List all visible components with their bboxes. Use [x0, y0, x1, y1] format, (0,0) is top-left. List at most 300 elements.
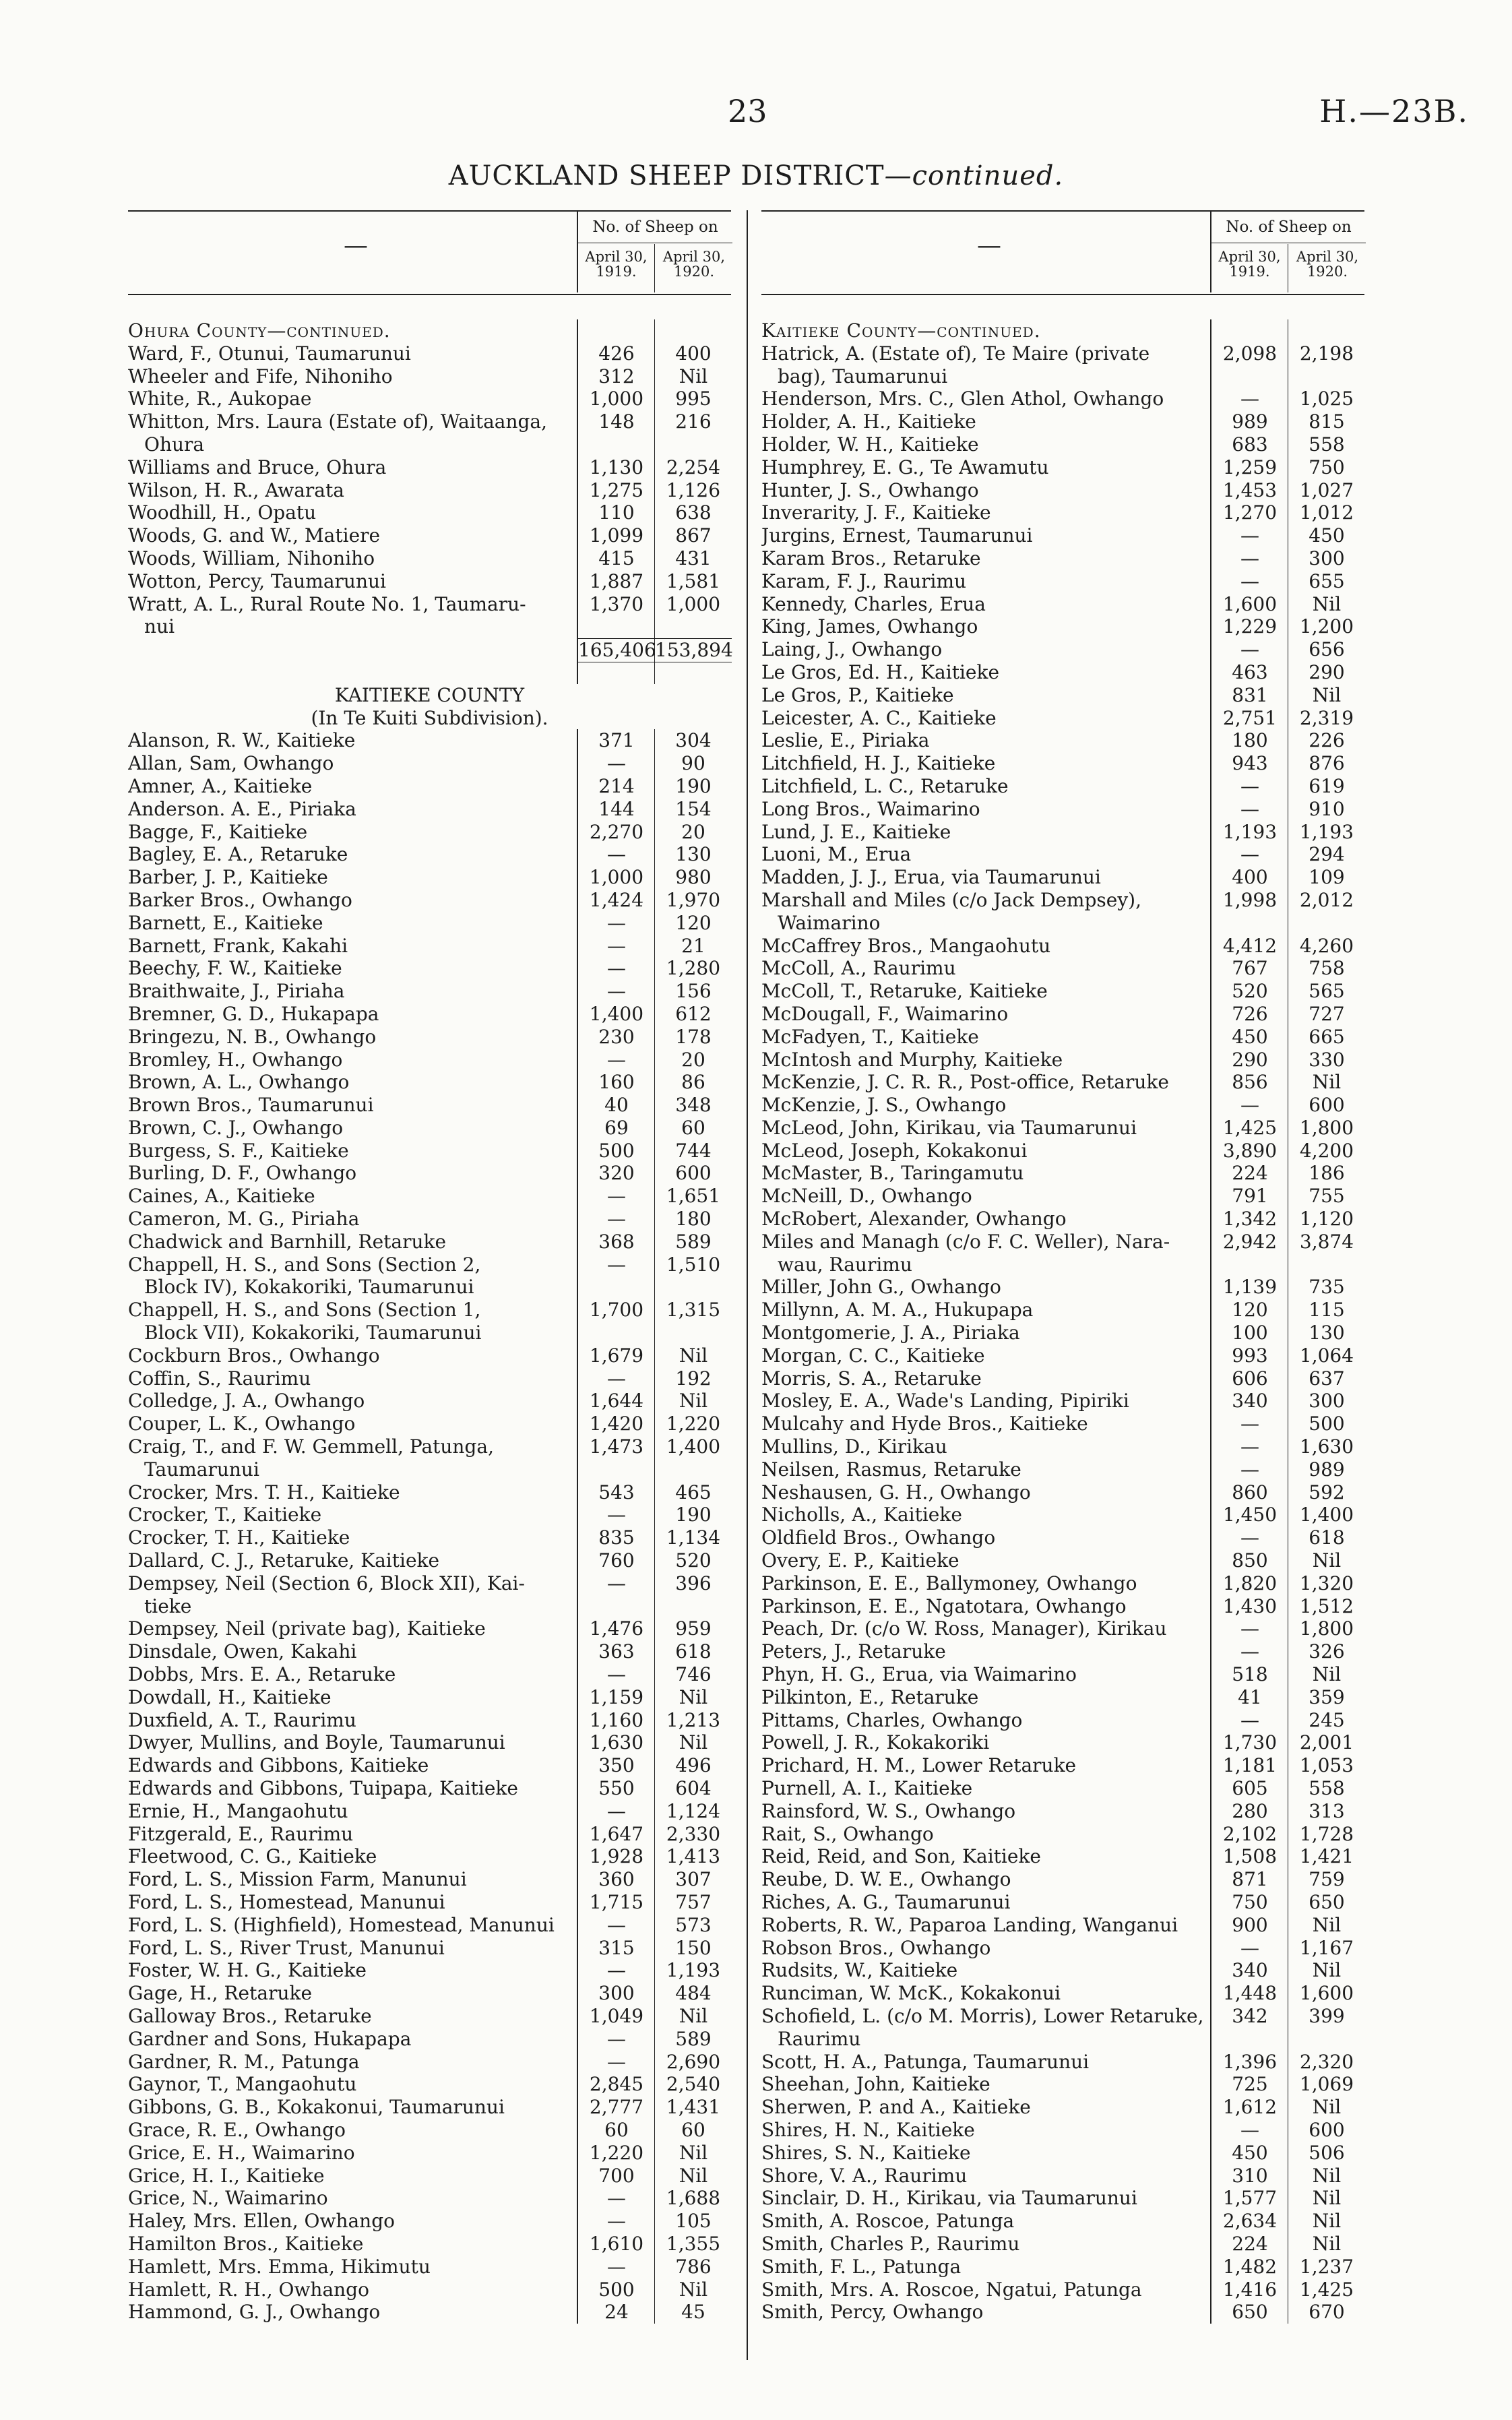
table-row — [128, 1162, 731, 1185]
sheep-1919: — — [577, 980, 655, 1003]
owner-name: Shires, S. N., Kaitieke — [761, 2141, 971, 2164]
sheep-1919: 165,406 — [578, 639, 656, 662]
sheep-1919: 760 — [577, 1549, 655, 1572]
sheep-1920: Nil — [1288, 1914, 1365, 1937]
sheep-1920: 1,124 — [654, 1800, 732, 1823]
owner-name: Grice, E. H., Waimarino — [128, 2141, 355, 2164]
sheep-1919: 605 — [1210, 1777, 1288, 1800]
sheep-1920: Nil — [1288, 593, 1365, 616]
sheep-1920: 600 — [1288, 2119, 1365, 2142]
owner-name: Brown Bros., Taumarunui — [128, 1094, 374, 1117]
owner-name: Coffin, S., Raurimu — [128, 1367, 311, 1390]
owner-name: Overy, E. P., Kaitieke — [761, 1549, 959, 1572]
owner-name: Duxfield, A. T., Raurimu — [128, 1708, 356, 1731]
owner-name: Hamlett, R. H., Owhango — [128, 2278, 369, 2301]
owner-name: Pittams, Charles, Owhango — [761, 1708, 1023, 1731]
owner-name: Block IV), Kokakoriki, Taumarunui — [144, 1276, 474, 1299]
table-row — [761, 1276, 1364, 1299]
table-row — [761, 1481, 1364, 1504]
sheep-1919: 831 — [1210, 684, 1288, 707]
sheep-1920: Nil — [1288, 1071, 1365, 1094]
table-row — [761, 1322, 1364, 1344]
sheep-1920: 619 — [1288, 775, 1365, 798]
table-row — [761, 1526, 1364, 1549]
sheep-1920 — [654, 319, 732, 342]
owner-name: Ernie, H., Mangaohutu — [128, 1799, 348, 1822]
sheep-1919: 160 — [577, 1071, 655, 1094]
sheep-1920: 290 — [1288, 661, 1365, 684]
sheep-1920: Nil — [1288, 1959, 1365, 1982]
table-row — [761, 1458, 1364, 1481]
sheep-1919: 1,450 — [1210, 1503, 1288, 1526]
owner-name: Colledge, J. A., Owhango — [128, 1390, 365, 1413]
sheep-1920: 655 — [1288, 570, 1365, 593]
sheep-1920: 1,280 — [654, 957, 732, 980]
table-row — [761, 1185, 1364, 1208]
sheep-1920 — [654, 1322, 732, 1344]
sheep-1919: 120 — [1210, 1299, 1288, 1322]
sheep-1919: 1,476 — [577, 1617, 655, 1640]
table-row — [128, 2210, 731, 2233]
sheep-1919: 360 — [577, 1868, 655, 1891]
table-row — [128, 1526, 731, 1549]
sheep-1920: 1,167 — [1288, 1937, 1365, 1960]
sheep-1919: — — [577, 1800, 655, 1823]
owner-name: Dwyer, Mullins, and Boyle, Taumarunui — [128, 1731, 505, 1754]
sheep-1920: 307 — [654, 1868, 732, 1891]
sheep-1920 — [654, 1595, 732, 1618]
sheep-1920: 589 — [654, 1231, 732, 1253]
sheep-1920: 757 — [654, 1891, 732, 1914]
sheep-1919: 835 — [577, 1526, 655, 1549]
table-row — [128, 1686, 731, 1709]
sheep-1920: 665 — [1288, 1026, 1365, 1049]
owner-name: tieke — [144, 1594, 192, 1617]
owner-name: bag), Taumarunui — [778, 365, 948, 387]
owner-name: Gaynor, T., Mangaohutu — [128, 2073, 357, 2096]
table-row — [128, 1640, 731, 1663]
sheep-1920: 2,198 — [1288, 342, 1365, 365]
sheep-1919: — — [1210, 1617, 1288, 1640]
sheep-1920: 20 — [654, 821, 732, 844]
owner-name: Fleetwood, C. G., Kaitieke — [128, 1845, 377, 1868]
owner-name: Kennedy, Charles, Erua — [761, 592, 986, 615]
owner-name: wau, Raurimu — [778, 1253, 912, 1276]
owner-name: Gardner and Sons, Hukapapa — [128, 2027, 412, 2050]
table-row — [128, 2187, 731, 2210]
sheep-1919: — — [1210, 1709, 1288, 1732]
sheep-1919 — [577, 661, 655, 684]
sheep-1920: 1,421 — [1288, 1845, 1365, 1868]
sheep-1919: 1,448 — [1210, 1982, 1288, 2005]
owner-name: Robson Bros., Owhango — [761, 1936, 991, 1959]
table-row — [128, 1549, 731, 1572]
owner-name: Edwards and Gibbons, Kaitieke — [128, 1754, 429, 1777]
owner-name: Rudsits, W., Kaitieke — [761, 1959, 958, 1982]
sheep-1920: 190 — [654, 775, 732, 798]
table-row — [128, 387, 731, 410]
sheep-1920: 2,001 — [1288, 1731, 1365, 1754]
sheep-1920: 1,064 — [1288, 1344, 1365, 1367]
table-row — [761, 1231, 1364, 1253]
owner-name: McColl, T., Retaruke, Kaitieke — [761, 980, 1048, 1003]
sheep-1920: 294 — [1288, 843, 1365, 866]
owner-name: Taumarunui — [144, 1458, 259, 1481]
sheep-1920: Nil — [1288, 2210, 1365, 2233]
owner-name: Jurgins, Ernest, Taumarunui — [761, 524, 1033, 547]
table-row — [761, 593, 1364, 616]
sheep-1919: 900 — [1210, 1914, 1288, 1937]
owner-name: Dinsdale, Owen, Kakahi — [128, 1640, 357, 1663]
table-row — [761, 843, 1364, 866]
sheep-1919: 550 — [577, 1777, 655, 1800]
table-row — [761, 1026, 1364, 1049]
sheep-1919: 310 — [1210, 2165, 1288, 2188]
sheep-1920 — [654, 661, 732, 684]
owner-name: Millynn, A. M. A., Hukupapa — [761, 1299, 1034, 1322]
owner-name: Mulcahy and Hyde Bros., Kaitieke — [761, 1413, 1088, 1435]
sheep-1920: Nil — [654, 2005, 732, 2028]
table-row — [761, 2210, 1364, 2233]
sheep-1919: 340 — [1210, 1959, 1288, 1982]
sheep-1920: 1,688 — [654, 2187, 732, 2210]
sheep-1919: 230 — [577, 1026, 655, 1049]
sheep-1920: 670 — [1288, 2301, 1365, 2324]
sheep-1919: 943 — [1210, 752, 1288, 775]
sheep-1920: 484 — [654, 1982, 732, 2005]
table-row — [128, 2165, 731, 2188]
sheep-1919: — — [1210, 843, 1288, 866]
sheep-1920: 600 — [1288, 1094, 1365, 1117]
sheep-1919: — — [577, 935, 655, 958]
owner-name: Chadwick and Barnhill, Retaruke — [128, 1230, 447, 1253]
sheep-1919: 60 — [577, 2119, 655, 2142]
sheep-1920: 2,319 — [1288, 707, 1365, 730]
table-row — [128, 433, 731, 456]
table-row — [761, 1709, 1364, 1732]
sheep-1919: 1,647 — [577, 1823, 655, 1846]
sheep-1920 — [654, 1458, 732, 1481]
owner-name: Anderson. A. E., Piriaka — [128, 797, 356, 820]
owner-name: Pilkinton, E., Retaruke — [761, 1685, 979, 1708]
sheep-1920: 1,600 — [1288, 1982, 1365, 2005]
table-row — [128, 1117, 731, 1140]
table-row — [761, 2073, 1364, 2096]
owner-name: Hammond, G. J., Owhango — [128, 2301, 381, 2324]
owner-name: Morgan, C. C., Kaitieke — [761, 1344, 985, 1367]
table-row — [761, 2187, 1364, 2210]
right-column — [761, 210, 1364, 2367]
sheep-1920: 1,012 — [1288, 501, 1365, 524]
column-divider — [747, 210, 748, 2360]
sheep-1919: 520 — [1210, 980, 1288, 1003]
sheep-1920 — [1288, 365, 1365, 388]
sheep-1920: 45 — [654, 2301, 732, 2324]
owner-name: Dempsey, Neil (private bag), Kaitieke — [128, 1617, 486, 1640]
sheep-1919: — — [1210, 1640, 1288, 1663]
table-row — [761, 889, 1364, 912]
sheep-1919: — — [1210, 1526, 1288, 1549]
owner-name: Ohura — [144, 433, 205, 456]
owner-name: Brown, A. L., Owhango — [128, 1071, 350, 1094]
table-row — [128, 410, 731, 433]
owner-name: Woodhill, H., Opatu — [128, 501, 317, 524]
sheep-1920: 1,431 — [654, 2096, 732, 2119]
sheep-1920: 348 — [654, 1094, 732, 1117]
sheep-1919: — — [1210, 524, 1288, 547]
table-row — [761, 410, 1364, 433]
owner-name: Hunter, J. S., Owhango — [761, 478, 979, 501]
total-row — [128, 638, 731, 661]
owner-name: Hatrick, A. (Estate of), Te Maire (private — [761, 342, 1150, 365]
owner-name: Phyn, H. G., Erua, via Waimarino — [761, 1663, 1077, 1686]
table-row — [128, 889, 731, 912]
sheep-1919: 1,259 — [1210, 456, 1288, 479]
table-row — [761, 501, 1364, 524]
sheep-1919: 1,099 — [577, 524, 655, 547]
table-row — [128, 593, 731, 616]
table-row — [128, 1845, 731, 1868]
table-row — [128, 1891, 731, 1914]
sheep-1920: 2,330 — [654, 1823, 732, 1846]
sheep-1919: 1,612 — [1210, 2096, 1288, 2119]
sheep-1920: Nil — [654, 1344, 732, 1367]
owner-name: Parkinson, E. E., Ngatotara, Owhango — [761, 1594, 1127, 1617]
sheep-1920: Nil — [1288, 2187, 1365, 2210]
page-number: 23 — [728, 93, 767, 129]
table-row — [128, 1344, 731, 1367]
table-row — [761, 1572, 1364, 1595]
sheep-count-header — [577, 212, 732, 292]
owner-name: Powell, J. R., Kokakoriki — [761, 1731, 990, 1754]
sheep-1919: 450 — [1210, 2142, 1288, 2165]
table-row — [128, 1253, 731, 1276]
sheep-1920: 558 — [1288, 1777, 1365, 1800]
owner-name: Dobbs, Mrs. E. A., Retaruke — [128, 1663, 396, 1686]
sheep-1920: 1,193 — [1288, 821, 1365, 844]
sheep-1919: 1,610 — [577, 2233, 655, 2256]
sheep-1919: 320 — [577, 1162, 655, 1185]
sheep-1920: 1,200 — [1288, 615, 1365, 638]
sheep-1920: 226 — [1288, 729, 1365, 752]
header-group-label: No. of Sheep on — [1211, 212, 1366, 243]
sheep-1920 — [654, 433, 732, 456]
sheep-1920: 1,413 — [654, 1845, 732, 1868]
sheep-1920 — [1288, 1253, 1365, 1276]
sheep-1920: 558 — [1288, 433, 1365, 456]
header-col-1920: April 30, 1920. — [1296, 249, 1359, 280]
owner-name: Kaitieke County—continued. — [761, 319, 1041, 342]
table-row — [761, 547, 1364, 570]
sheep-1919: 1,577 — [1210, 2187, 1288, 2210]
table-row — [761, 957, 1364, 980]
sheep-1919 — [1210, 2028, 1288, 2051]
table-row — [128, 980, 731, 1003]
sheep-1919: 1,220 — [577, 2142, 655, 2165]
sheep-1920: 4,260 — [1288, 935, 1365, 958]
owner-name: Litchfield, L. C., Retaruke — [761, 774, 1009, 797]
owner-name: Sinclair, D. H., Kirikau, via Taumarunui — [761, 2187, 1137, 2210]
sheep-1919: 850 — [1210, 1549, 1288, 1572]
sheep-1919: 2,942 — [1210, 1231, 1288, 1253]
owner-name: McNeill, D., Owhango — [761, 1185, 972, 1208]
table-row — [761, 707, 1364, 730]
table-row — [128, 1617, 731, 1640]
owner-name: Edwards and Gibbons, Tuipapa, Kaitieke — [128, 1777, 518, 1799]
sheep-1920: Nil — [654, 1686, 732, 1709]
owner-name: nui — [144, 615, 175, 638]
sheep-1919: — — [577, 752, 655, 775]
sheep-1920: Nil — [1288, 2165, 1365, 2188]
owner-name: McRobert, Alexander, Owhango — [761, 1208, 1067, 1231]
table-row — [128, 1299, 731, 1322]
owner-name: Crocker, Mrs. T. H., Kaitieke — [128, 1481, 400, 1503]
sheep-1920: 1,069 — [1288, 2073, 1365, 2096]
sheep-1920: 735 — [1288, 1276, 1365, 1299]
table-row — [761, 1049, 1364, 1072]
sheep-1919: 1,679 — [577, 1344, 655, 1367]
table-row — [128, 798, 731, 821]
table-row — [761, 2256, 1364, 2278]
owner-name: King, James, Owhango — [761, 615, 978, 638]
sheep-1919: 41 — [1210, 1686, 1288, 1709]
sheep-1920: Nil — [654, 1731, 732, 1754]
table-row — [128, 775, 731, 798]
table-row — [128, 1481, 731, 1504]
sheep-1920: 120 — [654, 912, 732, 935]
table-header — [128, 210, 731, 295]
title-suffix: —continued. — [884, 160, 1064, 191]
table-row — [128, 1914, 731, 1937]
table-row — [761, 661, 1364, 684]
owner-name: Humphrey, E. G., Te Awamutu — [761, 456, 1049, 478]
sheep-1919: 1,275 — [577, 479, 655, 502]
sheep-1919: — — [577, 2256, 655, 2278]
table-row — [761, 342, 1364, 365]
table-row — [761, 2165, 1364, 2188]
owner-name: Riches, A. G., Taumarunui — [761, 1890, 1011, 1913]
sheep-1920: 109 — [1288, 866, 1365, 889]
owner-name: Gibbons, G. B., Kokakonui, Taumarunui — [128, 2096, 505, 2119]
owner-name: Parkinson, E. E., Ballymoney, Owhango — [761, 1572, 1137, 1594]
sheep-1920: 746 — [654, 1663, 732, 1686]
sheep-1919: — — [1210, 2119, 1288, 2142]
owner-name: Smith, Charles P., Raurimu — [761, 2232, 1020, 2255]
sheep-1919: 2,845 — [577, 2073, 655, 2096]
sheep-1920: 150 — [654, 1937, 732, 1960]
sheep-1919: 1,181 — [1210, 1754, 1288, 1777]
sheep-1920: 959 — [654, 1617, 732, 1640]
sheep-1920: 86 — [654, 1071, 732, 1094]
sheep-1920: 876 — [1288, 752, 1365, 775]
owner-name: Braithwaite, J., Piriaha — [128, 980, 345, 1003]
sheep-1919: 426 — [577, 342, 655, 365]
table-row — [761, 1731, 1364, 1754]
table-row — [761, 2301, 1364, 2324]
sheep-1919: 2,751 — [1210, 707, 1288, 730]
owner-name: Smith, Mrs. A. Roscoe, Ngatui, Patunga — [761, 2278, 1142, 2301]
sheep-1919: — — [577, 1367, 655, 1390]
table-row — [761, 1823, 1364, 1846]
sheep-1919: 180 — [1210, 729, 1288, 752]
table-row — [761, 524, 1364, 547]
sheep-1919: — — [577, 1253, 655, 1276]
sheep-1919 — [577, 319, 655, 342]
owner-name: Cameron, M. G., Piriaha — [128, 1208, 360, 1231]
sheep-1920: 399 — [1288, 2005, 1365, 2028]
owner-name: Bromley, H., Owhango — [128, 1048, 343, 1071]
table-row — [761, 1686, 1364, 1709]
table-row — [761, 2119, 1364, 2142]
sheep-1919: 1,473 — [577, 1435, 655, 1458]
owner-name: Bremner, G. D., Hukapapa — [128, 1002, 379, 1025]
sheep-1920: 980 — [654, 866, 732, 889]
sheep-1919: 791 — [1210, 1185, 1288, 1208]
sheep-1919: 1,425 — [1210, 1117, 1288, 1140]
sheep-1920: 130 — [1288, 1322, 1365, 1344]
owner-name: Purnell, A. I., Kaitieke — [761, 1777, 973, 1799]
sheep-1919: 1,342 — [1210, 1208, 1288, 1231]
owner-name: McLeod, Joseph, Kokakonui — [761, 1139, 1028, 1162]
county-heading — [128, 319, 731, 342]
owner-name: Oldfield Bros., Owhango — [761, 1526, 996, 1549]
owner-name: McKenzie, J. S., Owhango — [761, 1094, 1007, 1117]
table-row — [128, 1413, 731, 1435]
sheep-1919: 500 — [577, 1140, 655, 1162]
owner-name: Karam, F. J., Raurimu — [761, 569, 967, 592]
table-row — [761, 1071, 1364, 1094]
owner-name: McKenzie, J. C. R. R., Post-office, Retaruke — [761, 1071, 1169, 1094]
table-row — [761, 912, 1364, 935]
table-row — [761, 752, 1364, 775]
sheep-1920 — [654, 1276, 732, 1299]
sheep-1920: 450 — [1288, 524, 1365, 547]
table-row — [128, 524, 731, 547]
table-row — [128, 1231, 731, 1253]
table-row — [128, 866, 731, 889]
table-row — [761, 1937, 1364, 1960]
owner-name: Mullins, D., Kirikau — [761, 1435, 947, 1458]
owner-name: Williams and Bruce, Ohura — [128, 456, 387, 478]
sheep-1920: Nil — [654, 2165, 732, 2188]
title-main: AUCKLAND SHEEP DISTRICT — [448, 160, 885, 191]
left-column — [128, 210, 731, 2367]
sheep-1919: — — [577, 1049, 655, 1072]
owner-name: Bringezu, N. B., Owhango — [128, 1025, 377, 1048]
owner-name: Fitzgerald, E., Raurimu — [128, 1822, 354, 1845]
owner-name: Litchfield, H. J., Kaitieke — [761, 752, 996, 775]
owner-name: Peters, J., Retaruke — [761, 1640, 946, 1663]
sheep-1920: 815 — [1288, 410, 1365, 433]
owner-name: Hamlett, Mrs. Emma, Hikimutu — [128, 2255, 431, 2278]
sheep-1919: 518 — [1210, 1663, 1288, 1686]
sheep-1920: 1,970 — [654, 889, 732, 912]
header-group-label: No. of Sheep on — [578, 212, 732, 243]
sheep-1919: 767 — [1210, 957, 1288, 980]
owner-name: Prichard, H. M., Lower Retaruke — [761, 1754, 1077, 1777]
owner-name: Shires, H. N., Kaitieke — [761, 2118, 975, 2141]
sheep-1920: 618 — [1288, 1526, 1365, 1549]
sheep-1920 — [1288, 912, 1365, 935]
sheep-1920: 190 — [654, 1503, 732, 1526]
sheep-1919: 1,424 — [577, 889, 655, 912]
sheep-1919: — — [577, 2187, 655, 2210]
owner-name: Leicester, A. C., Kaitieke — [761, 706, 997, 729]
sheep-1920: 2,690 — [654, 2051, 732, 2074]
table-row — [128, 1982, 731, 2005]
table-row — [128, 1868, 731, 1891]
sheep-1920: 60 — [654, 1117, 732, 1140]
